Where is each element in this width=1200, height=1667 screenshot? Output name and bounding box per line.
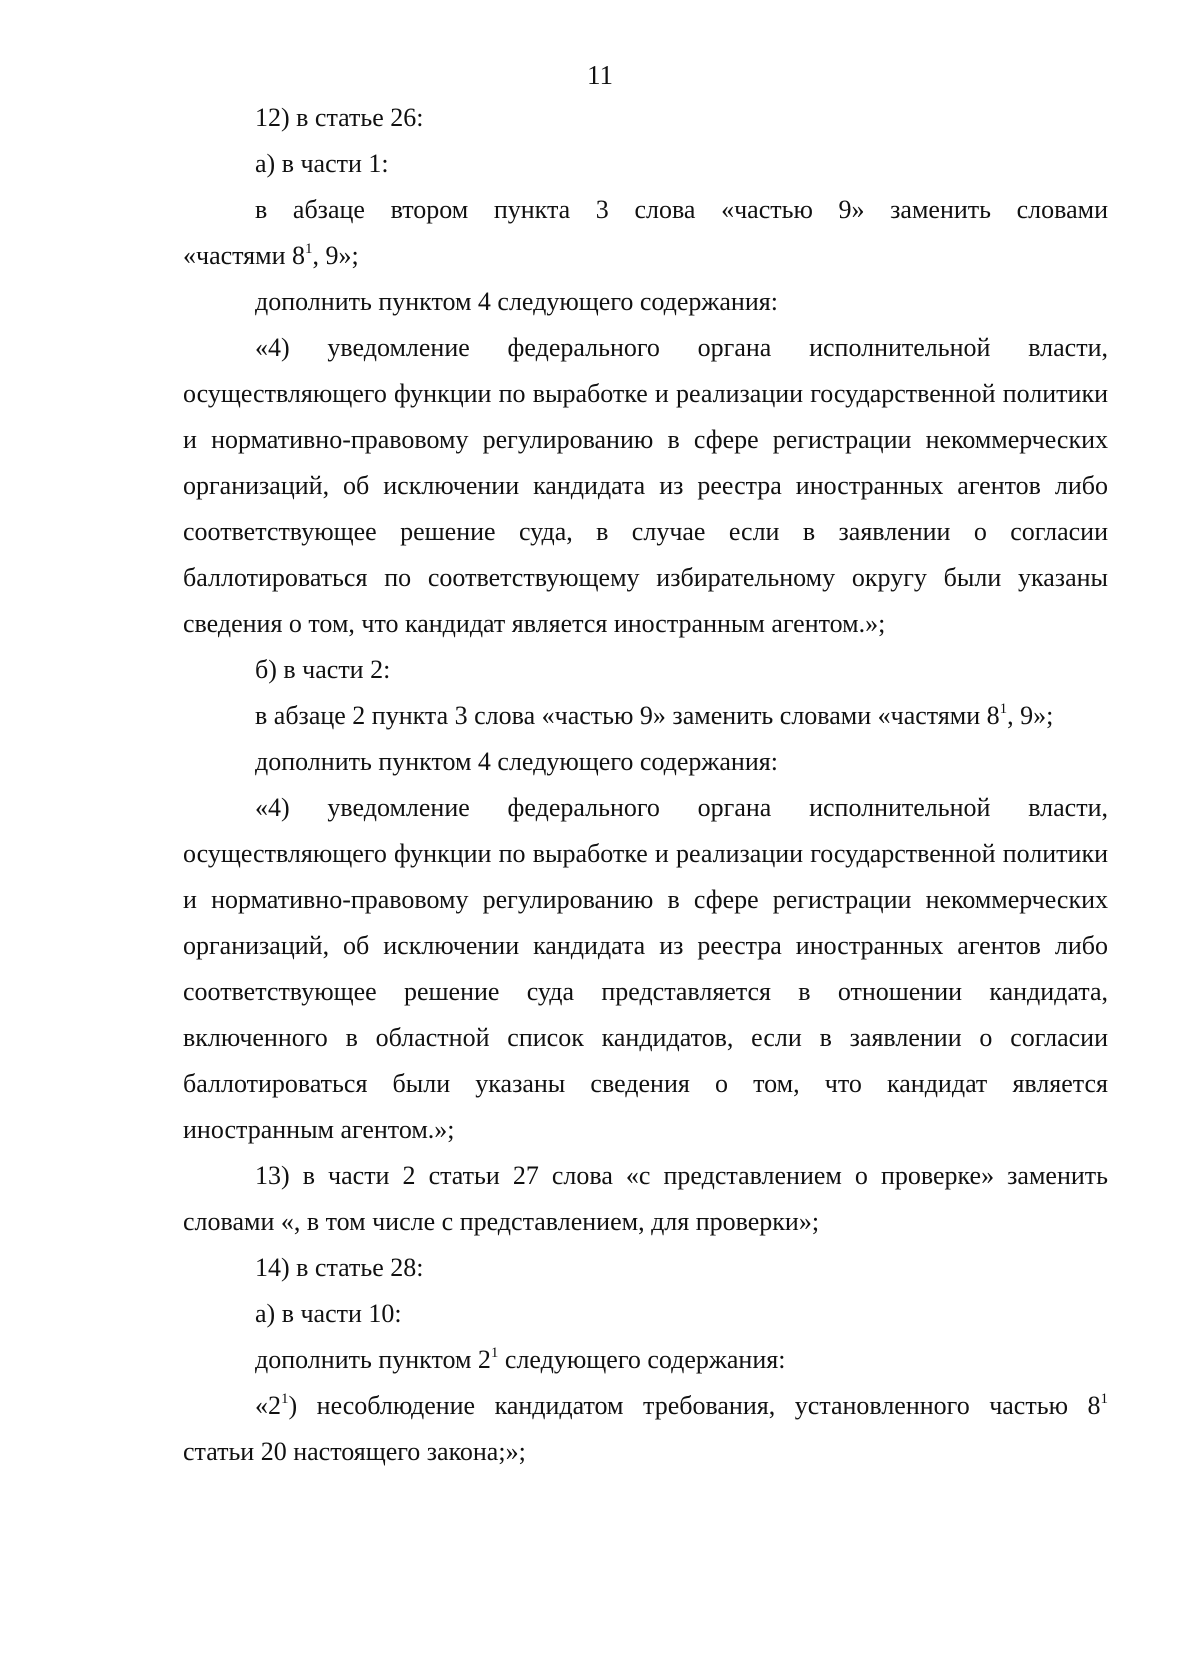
superscript: 1 [305, 241, 313, 257]
amendment-paragraph-line: в абзаце втором пункта 3 слова «частью 9» заменить словами [255, 195, 1108, 224]
item-2-1-text-continuation: статьи 20 настоящего закона;»; [183, 1437, 526, 1466]
subitem-a-heading: а) в части 1: [255, 149, 389, 178]
page-number: 11 [587, 60, 613, 90]
item-2-1-text: «$2^1$) несоблюдение кандидатом требования, установленного частью $8^1$ [255, 1391, 1108, 1420]
superscript: 1 [281, 1391, 289, 1407]
item-13-paragraph: 13) в части 2 статьи 27 слова «с представлением о проверке» заменить словами «, в том числе с представлением, для проверки»; [183, 1161, 1108, 1236]
item-12-heading: 12) в статье 26: [255, 103, 424, 132]
add-item-4-paragraph-2: дополнить пунктом 4 следующего содержания: [255, 747, 778, 776]
amendment-paragraph-continuation: «частями $8^1$, 9»; [183, 241, 359, 270]
superscript: 1 [1100, 1391, 1108, 1407]
superscript: 1 [490, 1345, 499, 1361]
add-item-4-paragraph: дополнить пунктом 4 следующего содержания: [255, 287, 778, 316]
superscript: 1 [999, 701, 1008, 717]
add-item-2-1-paragraph: дополнить пунктом $2^1$ следующего содержания: [255, 1345, 786, 1374]
amendment-paragraph-2: в абзаце 2 пункта 3 слова «частью 9» заменить словами «частями $8^1$, 9»; [255, 701, 1054, 730]
subitem-b-heading: б) в части 2: [255, 655, 391, 684]
item-4-text-part1: «4) уведомление федерального органа исполнительной власти, осуществляющего функции по выработке и реализации государственной политики и нормативно-правовому регулированию в сфере регистрации некоммерческих организаций, об исключении кандидата из реестра иностранных агентов либо соответствующее решение суда, в случае если в заявлении о согласии баллотироваться по соответствующему избирательному округу были указаны сведения о том, что кандидат является иностранным агентом.»; [183, 333, 1108, 638]
item-14-heading: 14) в статье 28: [255, 1253, 424, 1282]
subitem-a-part10-heading: а) в части 10: [255, 1299, 402, 1328]
item-4-text-part2: «4) уведомление федерального органа исполнительной власти, осуществляющего функции по выработке и реализации государственной политики и нормативно-правовому регулированию в сфере регистрации некоммерческих организаций, об исключении кандидата из реестра иностранных агентов либо соответствующее решение суда представляется в отношении кандидата, включенного в областной список кандидатов, если в заявлении о согласии баллотироваться были указаны сведения о том, что кандидат является иностранным агентом.»; [183, 793, 1108, 1144]
document-body [183, 95, 1108, 1475]
